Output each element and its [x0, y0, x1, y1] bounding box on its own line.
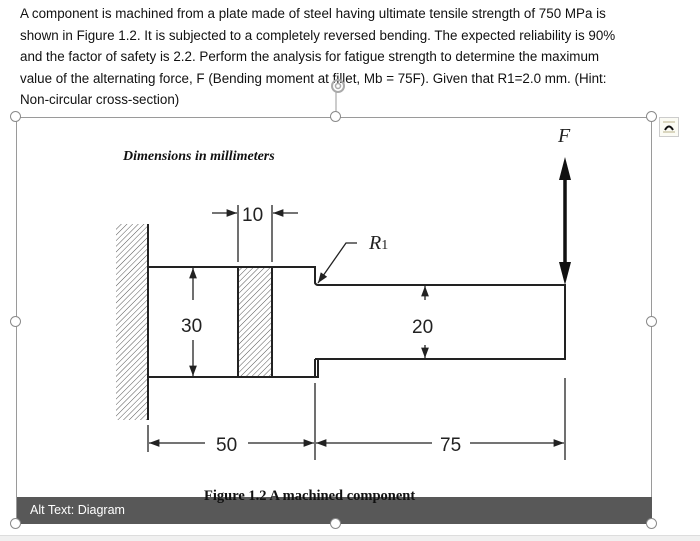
dim-20-label: 20: [412, 317, 434, 338]
radius-label: R1: [369, 232, 389, 254]
resize-handle-top-left[interactable]: [10, 111, 21, 122]
paragraph-line: shown in Figure 1.2. It is subjected to a completely reversed bending. The expected reliability is 90%: [20, 27, 616, 43]
paragraph-line: Non-circular cross-section): [20, 92, 180, 108]
resize-handle-bottom-left[interactable]: [10, 518, 21, 529]
dim-50-label: 50: [216, 435, 238, 456]
resize-handle-left[interactable]: [10, 316, 21, 327]
paragraph-line: A component is machined from a plate made of steel having ultimate tensile strength of 750 MPa is: [20, 6, 606, 21]
resize-handle-top-right[interactable]: [646, 111, 657, 122]
page-bottom-edge: [0, 535, 700, 541]
dim-75-label: 75: [440, 435, 462, 456]
dimensions-heading: Dimensions in millimeters: [123, 149, 275, 164]
rotate-handle-icon[interactable]: [332, 80, 344, 92]
component-outline: [148, 267, 565, 377]
alt-text-label[interactable]: Alt Text: Diagram: [30, 503, 125, 517]
resize-handle-top[interactable]: [330, 111, 341, 122]
layout-options-button[interactable]: [659, 117, 679, 137]
resize-handle-right[interactable]: [646, 316, 657, 327]
paragraph-line: and the factor of safety is 2.2. Perform the analysis for fatigue strength to determine the maximum: [20, 49, 600, 65]
dim-10-label: 10: [242, 205, 264, 226]
fixed-wall: [116, 224, 148, 420]
figure-caption: Figure 1.2 A machined component: [204, 488, 416, 504]
hatched-section: [238, 267, 272, 377]
wrap-text-icon: [660, 118, 678, 136]
resize-handle-bottom-right[interactable]: [646, 518, 657, 529]
force-arrow: [559, 157, 571, 285]
force-label: F: [558, 125, 571, 147]
dimension-50-75: [148, 378, 565, 460]
dim-30-label: 30: [181, 316, 203, 337]
paragraph-line: value of the alternating force, F (Bending moment at fillet, Mb = 75F). Given that R1=2.0 mm. (Hint:: [20, 70, 607, 86]
resize-handle-bottom[interactable]: [330, 518, 341, 529]
